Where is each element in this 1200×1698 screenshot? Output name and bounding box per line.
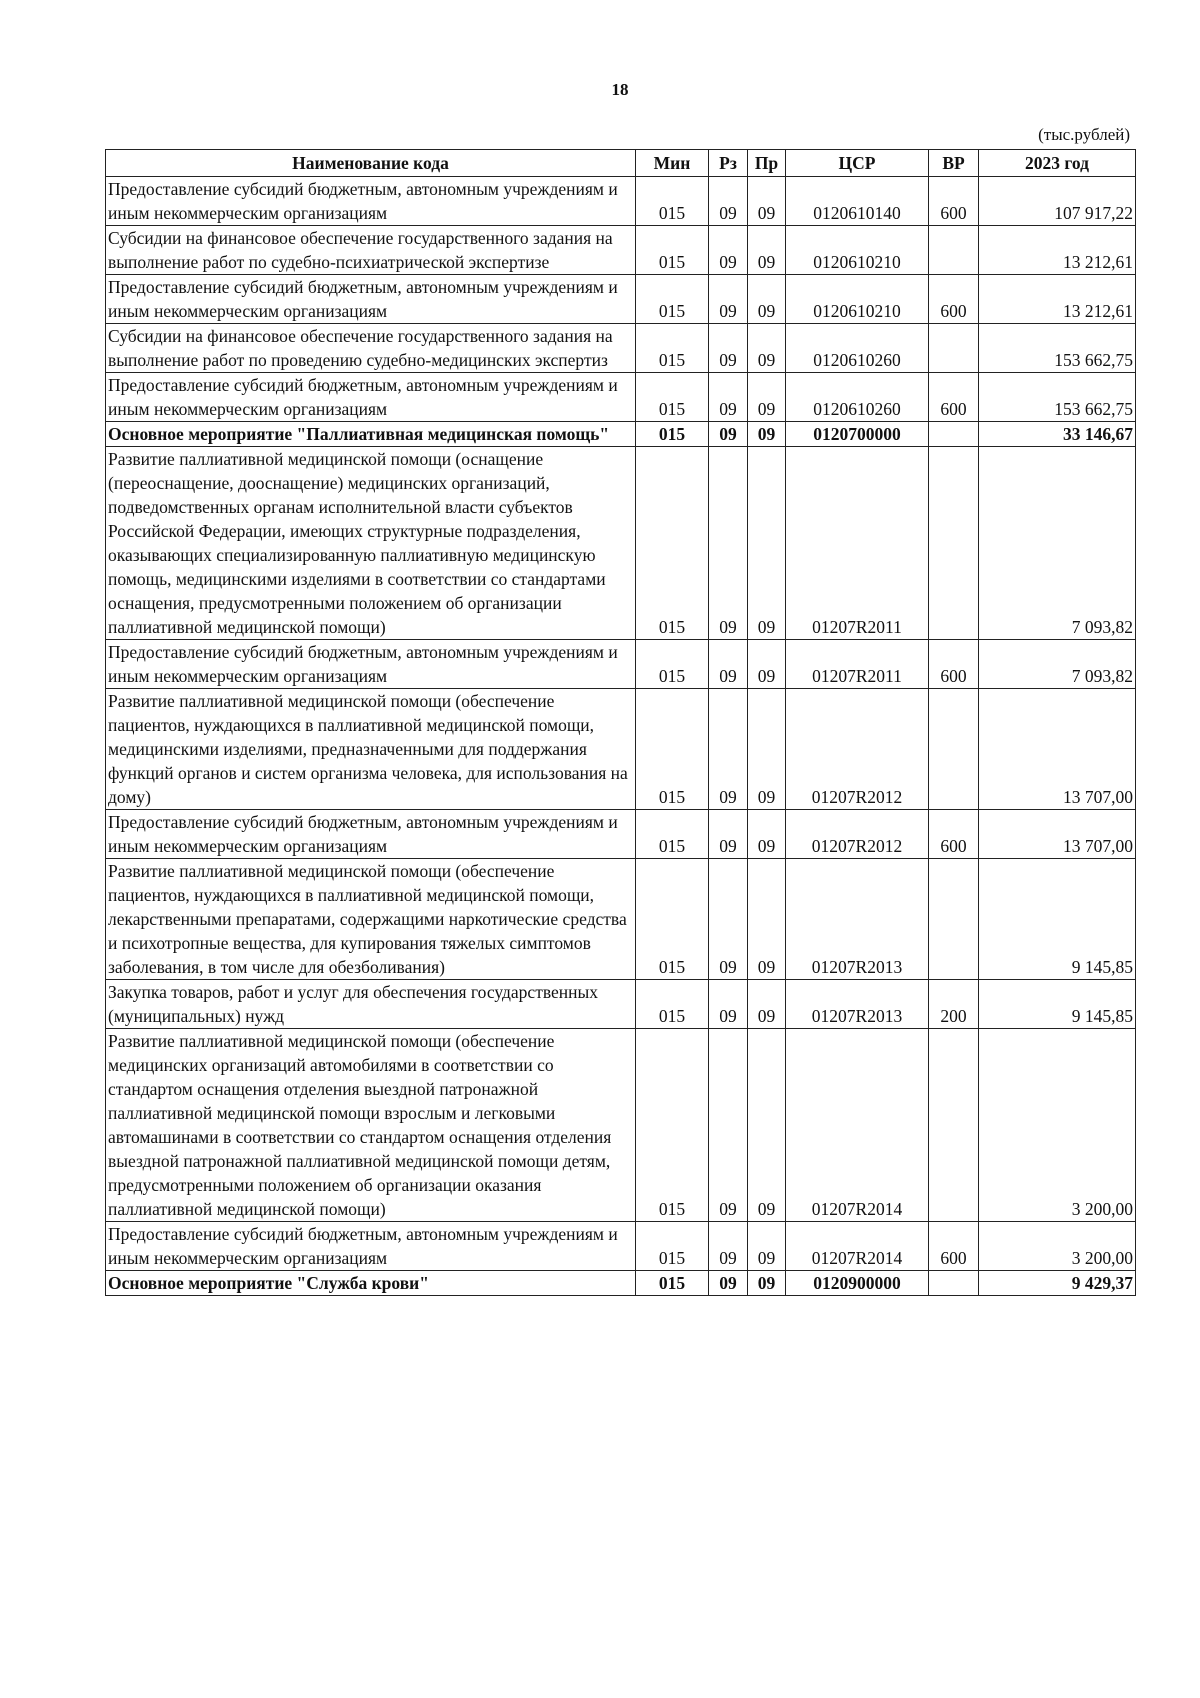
row-min: 015 bbox=[636, 1222, 709, 1271]
table-row bbox=[106, 1222, 1136, 1271]
table-row bbox=[106, 447, 1136, 640]
row-pr: 09 bbox=[748, 275, 786, 324]
row-name: Предоставление субсидий бюджетным, автономным учреждениям и иным некоммерческим организациям bbox=[106, 810, 636, 859]
table-row bbox=[106, 177, 1136, 226]
row-pr: 09 bbox=[748, 373, 786, 422]
row-vr: 600 bbox=[929, 640, 979, 689]
table-header-row bbox=[106, 150, 1136, 177]
row-csr: 01207R2011 bbox=[786, 640, 929, 689]
row-pr: 09 bbox=[748, 689, 786, 810]
row-amount: 13 212,61 bbox=[979, 275, 1136, 324]
table-row bbox=[106, 689, 1136, 810]
row-csr: 01207R2014 bbox=[786, 1029, 929, 1222]
row-min: 015 bbox=[636, 275, 709, 324]
table-row bbox=[106, 980, 1136, 1029]
row-rz: 09 bbox=[709, 422, 748, 447]
row-rz: 09 bbox=[709, 640, 748, 689]
row-rz: 09 bbox=[709, 689, 748, 810]
row-csr: 0120900000 bbox=[786, 1271, 929, 1296]
row-pr: 09 bbox=[748, 640, 786, 689]
table-row bbox=[106, 1029, 1136, 1222]
row-rz: 09 bbox=[709, 859, 748, 980]
row-csr: 0120700000 bbox=[786, 422, 929, 447]
row-min: 015 bbox=[636, 324, 709, 373]
row-rz: 09 bbox=[709, 1222, 748, 1271]
row-rz: 09 bbox=[709, 447, 748, 640]
row-amount: 153 662,75 bbox=[979, 373, 1136, 422]
row-pr: 09 bbox=[748, 324, 786, 373]
row-rz: 09 bbox=[709, 1271, 748, 1296]
row-name: Предоставление субсидий бюджетным, автономным учреждениям и иным некоммерческим организациям bbox=[106, 177, 636, 226]
row-pr: 09 bbox=[748, 810, 786, 859]
header-csr: ЦСР bbox=[786, 150, 929, 177]
row-vr bbox=[929, 324, 979, 373]
header-min: Мин bbox=[636, 150, 709, 177]
row-name: Закупка товаров, работ и услуг для обеспечения государственных (муниципальных) нужд bbox=[106, 980, 636, 1029]
row-csr: 0120610260 bbox=[786, 324, 929, 373]
row-pr: 09 bbox=[748, 226, 786, 275]
header-vr: ВР bbox=[929, 150, 979, 177]
row-csr: 01207R2012 bbox=[786, 689, 929, 810]
row-rz: 09 bbox=[709, 177, 748, 226]
row-amount: 107 917,22 bbox=[979, 177, 1136, 226]
row-name: Предоставление субсидий бюджетным, автономным учреждениям и иным некоммерческим организациям bbox=[106, 1222, 636, 1271]
row-amount: 153 662,75 bbox=[979, 324, 1136, 373]
row-csr: 01207R2012 bbox=[786, 810, 929, 859]
row-amount: 3 200,00 bbox=[979, 1029, 1136, 1222]
row-rz: 09 bbox=[709, 810, 748, 859]
row-min: 015 bbox=[636, 1029, 709, 1222]
row-rz: 09 bbox=[709, 373, 748, 422]
row-name: Развитие паллиативной медицинской помощи (оснащение (переоснащение, дооснащение) медицинских организаций, подведомственных органам исполнительной власти субъектов Российской Федерации, имеющих структурные подразделения, оказывающих специализированную паллиативную медицинскую помощь, медицинскими изделиями в соответствии со стандартами оснащения, предусмотренными положением об организации паллиативной медицинской помощи) bbox=[106, 447, 636, 640]
row-name: Развитие паллиативной медицинской помощи (обеспечение пациентов, нуждающихся в паллиативной медицинской помощи, лекарственными препаратами, содержащими наркотические средства и психотропные вещества, для купирования тяжелых симптомов заболевания, в том числе для обезболивания) bbox=[106, 859, 636, 980]
row-name: Предоставление субсидий бюджетным, автономным учреждениям и иным некоммерческим организациям bbox=[106, 275, 636, 324]
row-name: Основное мероприятие "Паллиативная медицинская помощь" bbox=[106, 422, 636, 447]
row-csr: 01207R2011 bbox=[786, 447, 929, 640]
header-amount: 2023 год bbox=[979, 150, 1136, 177]
row-csr: 0120610140 bbox=[786, 177, 929, 226]
units-label: (тыс.рублей) bbox=[1038, 125, 1130, 144]
row-csr: 0120610210 bbox=[786, 226, 929, 275]
row-rz: 09 bbox=[709, 275, 748, 324]
row-pr: 09 bbox=[748, 1271, 786, 1296]
row-vr bbox=[929, 226, 979, 275]
row-amount: 13 707,00 bbox=[979, 810, 1136, 859]
row-min: 015 bbox=[636, 689, 709, 810]
row-name: Предоставление субсидий бюджетным, автономным учреждениям и иным некоммерческим организациям bbox=[106, 640, 636, 689]
header-rz: Рз bbox=[709, 150, 748, 177]
row-rz: 09 bbox=[709, 226, 748, 275]
row-vr bbox=[929, 1029, 979, 1222]
header-pr: Пр bbox=[748, 150, 786, 177]
page-number: 18 bbox=[611, 80, 629, 99]
row-amount: 3 200,00 bbox=[979, 1222, 1136, 1271]
table-row bbox=[106, 275, 1136, 324]
budget-table bbox=[105, 149, 1136, 1296]
row-vr: 600 bbox=[929, 373, 979, 422]
header-name: Наименование кода bbox=[106, 150, 636, 177]
row-vr bbox=[929, 1271, 979, 1296]
row-name: Развитие паллиативной медицинской помощи (обеспечение пациентов, нуждающихся в паллиативной медицинской помощи, медицинскими изделиями, предназначенными для поддержания функций органов и систем организма человека, для использования на дому) bbox=[106, 689, 636, 810]
row-amount: 7 093,82 bbox=[979, 447, 1136, 640]
row-name: Субсидии на финансовое обеспечение государственного задания на выполнение работ по судебно-психиатрической экспертизе bbox=[106, 226, 636, 275]
row-min: 015 bbox=[636, 177, 709, 226]
row-vr bbox=[929, 689, 979, 810]
row-vr: 600 bbox=[929, 1222, 979, 1271]
table-row bbox=[106, 859, 1136, 980]
row-name: Предоставление субсидий бюджетным, автономным учреждениям и иным некоммерческим организациям bbox=[106, 373, 636, 422]
table-row bbox=[106, 226, 1136, 275]
table-row bbox=[106, 640, 1136, 689]
row-vr bbox=[929, 422, 979, 447]
row-rz: 09 bbox=[709, 324, 748, 373]
row-pr: 09 bbox=[748, 177, 786, 226]
row-min: 015 bbox=[636, 422, 709, 447]
row-min: 015 bbox=[636, 373, 709, 422]
row-rz: 09 bbox=[709, 980, 748, 1029]
table-row bbox=[106, 422, 1136, 447]
row-csr: 01207R2014 bbox=[786, 1222, 929, 1271]
row-min: 015 bbox=[636, 226, 709, 275]
row-amount: 9 145,85 bbox=[979, 859, 1136, 980]
row-vr bbox=[929, 447, 979, 640]
table-row bbox=[106, 1271, 1136, 1296]
row-min: 015 bbox=[636, 447, 709, 640]
row-amount: 9 429,37 bbox=[979, 1271, 1136, 1296]
table-row bbox=[106, 373, 1136, 422]
row-amount: 13 212,61 bbox=[979, 226, 1136, 275]
row-csr: 0120610210 bbox=[786, 275, 929, 324]
row-min: 015 bbox=[636, 980, 709, 1029]
row-vr: 600 bbox=[929, 177, 979, 226]
row-min: 015 bbox=[636, 640, 709, 689]
row-min: 015 bbox=[636, 1271, 709, 1296]
row-pr: 09 bbox=[748, 1029, 786, 1222]
table-row bbox=[106, 324, 1136, 373]
row-amount: 7 093,82 bbox=[979, 640, 1136, 689]
row-name: Развитие паллиативной медицинской помощи (обеспечение медицинских организаций автомобилями в соответствии со стандартом оснащения отделения выездной патронажной паллиативной медицинской помощи взрослым и легковыми автомашинами в соответствии со стандартом оснащения отделения выездной патронажной паллиативной медицинской помощи детям, предусмотренными положением об организации оказания паллиативной медицинской помощи) bbox=[106, 1029, 636, 1222]
row-csr: 01207R2013 bbox=[786, 980, 929, 1029]
row-vr bbox=[929, 859, 979, 980]
row-pr: 09 bbox=[748, 422, 786, 447]
row-pr: 09 bbox=[748, 980, 786, 1029]
row-amount: 33 146,67 bbox=[979, 422, 1136, 447]
row-name: Субсидии на финансовое обеспечение государственного задания на выполнение работ по проведению судебно-медицинских экспертиз bbox=[106, 324, 636, 373]
row-pr: 09 bbox=[748, 859, 786, 980]
row-vr: 600 bbox=[929, 275, 979, 324]
row-pr: 09 bbox=[748, 1222, 786, 1271]
row-csr: 01207R2013 bbox=[786, 859, 929, 980]
row-pr: 09 bbox=[748, 447, 786, 640]
row-name: Основное мероприятие "Служба крови" bbox=[106, 1271, 636, 1296]
row-vr: 200 bbox=[929, 980, 979, 1029]
row-min: 015 bbox=[636, 810, 709, 859]
row-vr: 600 bbox=[929, 810, 979, 859]
row-csr: 0120610260 bbox=[786, 373, 929, 422]
row-rz: 09 bbox=[709, 1029, 748, 1222]
row-amount: 9 145,85 bbox=[979, 980, 1136, 1029]
row-min: 015 bbox=[636, 859, 709, 980]
row-amount: 13 707,00 bbox=[979, 689, 1136, 810]
table-row bbox=[106, 810, 1136, 859]
